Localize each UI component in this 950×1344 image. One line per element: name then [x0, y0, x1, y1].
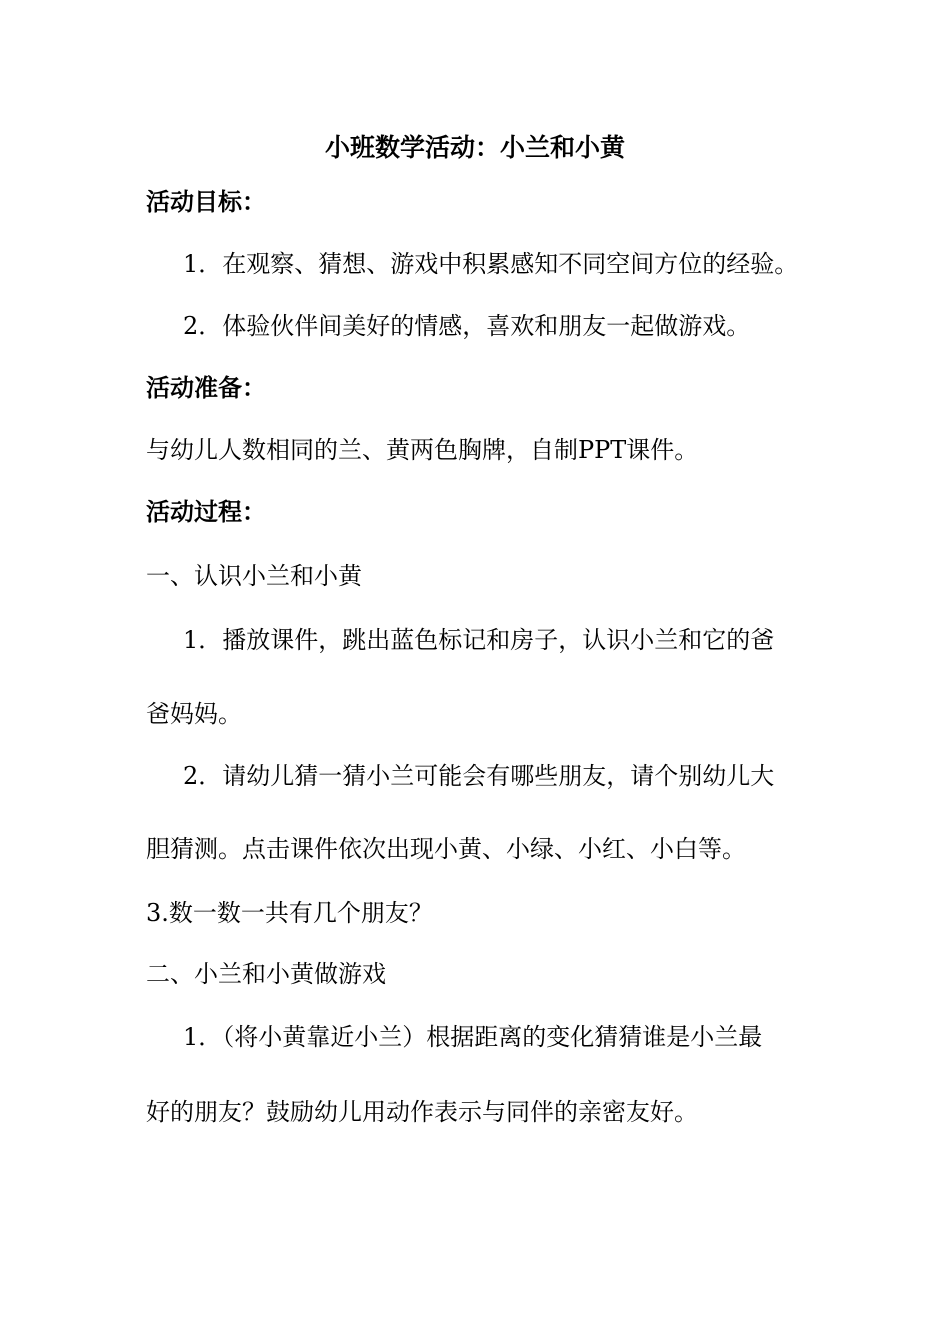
part2-heading: 二、小兰和小黄做游戏 — [146, 960, 386, 988]
part1-step1-line1: 1．播放课件，跳出蓝色标记和房子，认识小兰和它的爸 — [183, 626, 775, 654]
preparation-text: 与幼儿人数相同的兰、黄两色胸牌，自制PPT课件。 — [146, 436, 699, 464]
part1-heading: 一、认识小兰和小黄 — [146, 562, 362, 590]
process-heading: 活动过程： — [146, 498, 266, 526]
part1-step1-line2: 爸妈妈。 — [146, 700, 242, 728]
part1-step2-line2: 胆猜测。点击课件依次出现小黄、小绿、小红、小白等。 — [146, 835, 746, 863]
document-title: 小班数学活动：小兰和小黄 — [324, 133, 625, 162]
goals-heading: 活动目标： — [146, 188, 266, 216]
part2-step1-line1: 1．（将小黄靠近小兰）根据距离的变化猜猜谁是小兰最 — [183, 1023, 763, 1051]
goal-item-2: 2．体验伙伴间美好的情感，喜欢和朋友一起做游戏。 — [183, 312, 751, 340]
part1-step3: 3.数一数一共有几个朋友？ — [146, 899, 433, 927]
preparation-heading: 活动准备： — [146, 374, 266, 402]
part2-step1-line2: 好的朋友？鼓励幼儿用动作表示与同伴的亲密友好。 — [146, 1098, 698, 1126]
goal-item-1: 1．在观察、猜想、游戏中积累感知不同空间方位的经验。 — [183, 250, 799, 278]
part1-step2-line1: 2．请幼儿猜一猜小兰可能会有哪些朋友，请个别幼儿大 — [183, 762, 775, 790]
